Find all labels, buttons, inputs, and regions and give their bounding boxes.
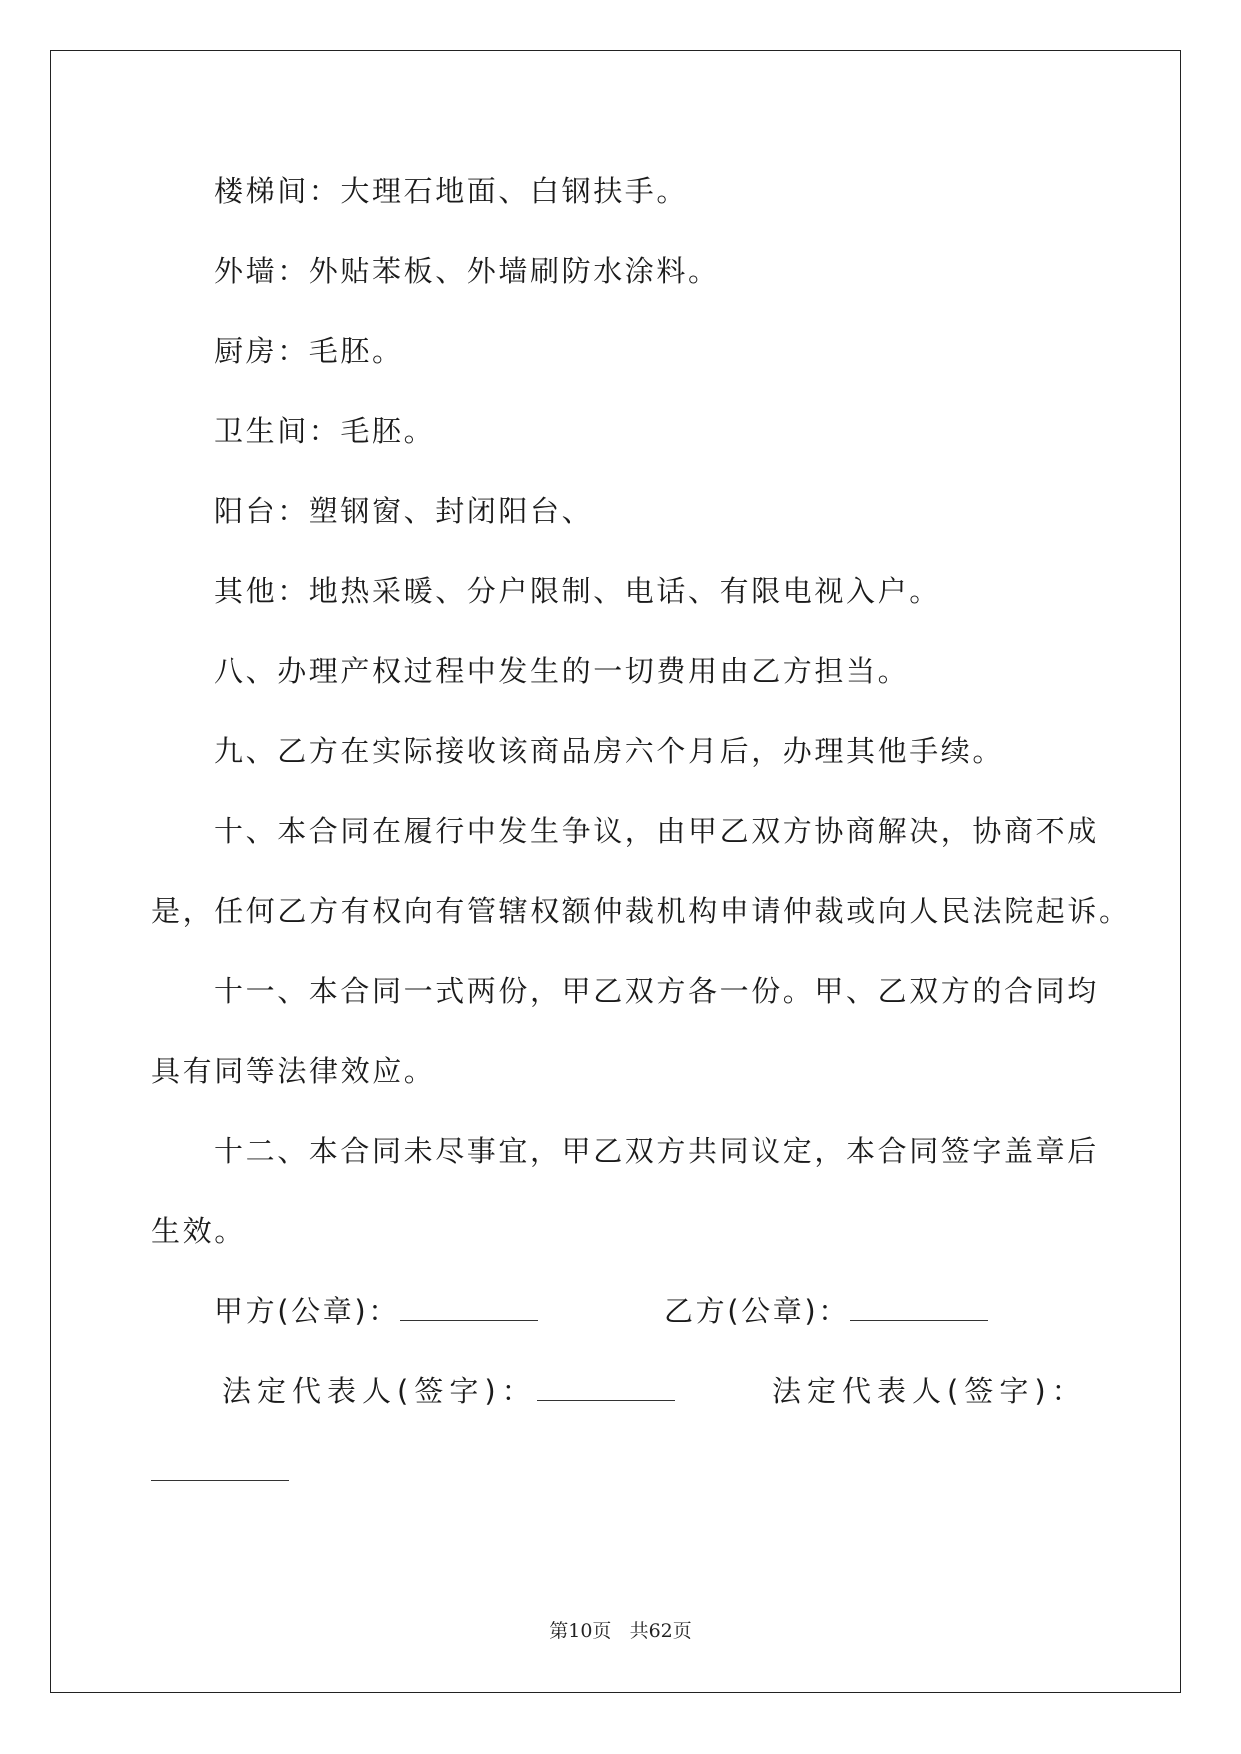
page-total: 共62页: [629, 1620, 692, 1642]
party-b-seal-blank[interactable]: [850, 1294, 988, 1321]
page-footer: [0, 1616, 1241, 1643]
page-border: [50, 50, 1181, 1693]
party-b-rep-line: [772, 1371, 1087, 1411]
paragraph-bathroom: 卫生间：毛胚。: [214, 414, 436, 448]
party-b-rep-label: 法定代表人(签字)：: [772, 1374, 1087, 1408]
paragraph-clause-11-line1: 十一、本合同一式两份，甲乙双方各一份。甲、乙双方的合同均: [214, 974, 1099, 1008]
party-a-seal-label: 甲方(公章)：: [214, 1294, 400, 1328]
party-b-seal-label: 乙方(公章)：: [664, 1294, 850, 1328]
paragraph-clause-10-line1: 十、本合同在履行中发生争议，由甲乙双方协商解决，协商不成: [214, 814, 1099, 848]
party-a-rep-line: [222, 1371, 675, 1411]
paragraph-clause-10-line2: 是，任何乙方有权向有管辖权额仲裁机构申请仲裁或向人民法院起诉。: [151, 894, 1131, 928]
party-a-rep-blank[interactable]: [537, 1374, 675, 1401]
paragraph-other: 其他：地热采暖、分户限制、电话、有限电视入户。: [214, 574, 941, 608]
paragraph-balcony: 阳台：塑钢窗、封闭阳台、: [214, 494, 594, 528]
paragraph-clause-12-line1: 十二、本合同未尽事宜，甲乙双方共同议定，本合同签字盖章后: [214, 1134, 1099, 1168]
party-a-seal-line: [214, 1291, 538, 1331]
page-number: 第10页: [549, 1620, 612, 1642]
paragraph-kitchen: 厨房：毛胚。: [214, 334, 404, 368]
paragraph-exterior-wall: 外墙：外贴苯板、外墙刷防水涂料。: [214, 254, 720, 288]
paragraph-clause-11-line2: 具有同等法律效应。: [151, 1054, 436, 1088]
party-b-rep-blank[interactable]: [151, 1454, 289, 1481]
party-b-rep-blank-line: [151, 1451, 289, 1491]
paragraph-clause-9: 九、乙方在实际接收该商品房六个月后，办理其他手续。: [214, 734, 1005, 768]
party-b-seal-line: [664, 1291, 988, 1331]
party-a-rep-label: 法定代表人(签字)：: [222, 1374, 537, 1408]
paragraph-stairwell: 楼梯间：大理石地面、白钢扶手。: [214, 174, 689, 208]
paragraph-clause-12-line2: 生效。: [151, 1214, 246, 1248]
party-a-seal-blank[interactable]: [400, 1294, 538, 1321]
paragraph-clause-8: 八、办理产权过程中发生的一切费用由乙方担当。: [214, 654, 910, 688]
